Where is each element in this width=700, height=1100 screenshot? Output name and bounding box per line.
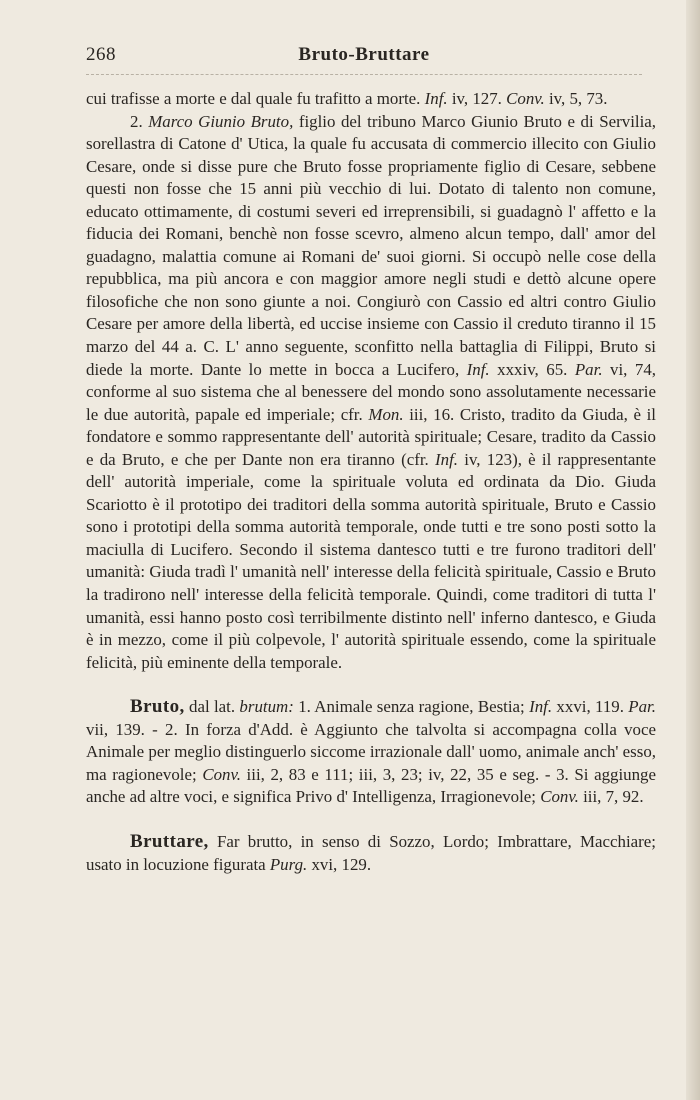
header-rule [86, 74, 642, 75]
reference: Conv. [506, 89, 545, 108]
entry-bruttare: Bruttare, Far brutto, in senso di Sozzo, Lordo; Imbrattare, Macchiare; usato in locuzione figurata Purg. xvi, 129. [86, 830, 656, 874]
etymology: brutum: [239, 697, 294, 717]
reference: Purg. [269, 854, 308, 874]
reference: Conv. [202, 764, 241, 784]
headword: Bruttare, [130, 830, 209, 852]
running-head: Bruto-Bruttare [298, 44, 430, 65]
page-edge [686, 0, 700, 1100]
entry-bruto: Bruto, dal lat. brutum: 1. Animale senza ragione, Bestia; Inf. xxvi, 119. Par. vii, 139. - 2. In forza d'Add. è Aggiunto che talvolta si accompagna colla voce Animale per meglio distinguerlo siccome irrazionale dall' uomo, animale anch' esso, ma ragionevole; Conv. iii, 2, 83 e 111; iii, 3, 23; iv, 22, 35 e seg. - 3. Si aggiunge anche ad altre voci, e significa Privo d' Intelligenza, Irragionevole; Conv. iii, 7, 92. [86, 696, 656, 807]
reference: Inf. [466, 359, 490, 379]
reference: Mon. [368, 404, 404, 424]
reference: Inf. [435, 449, 459, 469]
reference: Conv. [540, 787, 579, 807]
body-text [86, 88, 656, 876]
reference: Par. [628, 697, 656, 717]
reference: Par. [574, 359, 603, 379]
paragraph-marco-giunio-bruto: 2. Marco Giunio Bruto, figlio del tribuno Marco Giunio Bruto e di Servilia, sorellastra di Catone d' Utica, la quale fu accusata di commercio illecito con Giulio Cesare, onde si disse pure che Bruto fosse propriamente figlio di Cesare, sebbene questi non fosse che 15 anni più vecchio di lui. Dotato di talento non comune, educato ottimamente, di costumi severi ed irreprensibili, si guadagnò l' affetto e la fiducia dei Romani, benchè non fosse scevro, almeno alcun tempo, dall' amor del guadagno, malattia comune ai Romani de' suoi giorni. Si occupò nelle cose della repubblica, ma più ancora e con maggior amore negli studi e dettò alcune opere filosofiche che non sono giunte a noi. Congiurò con Cassio ed altri contro Giulio Cesare per amore della libertà, ed uccise insieme con Cassio il creduto tiranno il 15 marzo del 44 a. C. L' anno seguente, sconfitto nella battaglia di Filippi, Bruto si diede la morte. Dante lo mette in bocca a Lucifero, Inf. xxxiv, 65. Par. vi, 74, conforme al suo sistema che al benessere del mondo sono assolutamente necessarie le due autorità, papale ed imperiale; cfr. Mon. iii, 16. Cristo, tradito da Giuda, è il fondatore e sommo rappresentante dell' autorità spirituale; Cesare, tradito da Cassio e da Bruto, e che per Dante non era tiranno (cfr. Inf. iv, 123), è il rappresentante dell' autorità imperiale, come la spirituale voluta ed ordinata da Dio. Giuda Scariotto è il prototipo dei traditori della somma autorità spirituale, Bruto e Cassio sono i prototipi della somma autorità temporale, onde tutti e tre sono posti sotto la maciulla di Lucifero. Secondo il sistema dantesco tutti e tre furono traditori dell' umanità: Giuda tradì l' umanità nell' interesse della felicità spirituale, Cassio e Bruto la tradirono nell' interesse della felicità temporale. Quindi, come traditori di tutta l' umanità, essi hanno posto così terribilmente distinto nell' inferno dantesco, e Giuda è in mezzo, come il più colpevole, l' autorità spirituale essendo, come la spirituale felicità, più eminente della temporale. [86, 111, 657, 672]
subject-name: Marco Giunio Bruto, [148, 111, 294, 131]
page-number: 268 [86, 44, 116, 65]
page-header [86, 44, 642, 70]
paragraph-continuation: cui trafisse a morte e dal quale fu trafitto a morte. Inf. iv, 127. Conv. iv, 5, 73. [86, 89, 608, 108]
headword: Bruto, [130, 696, 185, 718]
reference: Inf. [529, 697, 553, 717]
reference: Inf. [424, 89, 448, 108]
